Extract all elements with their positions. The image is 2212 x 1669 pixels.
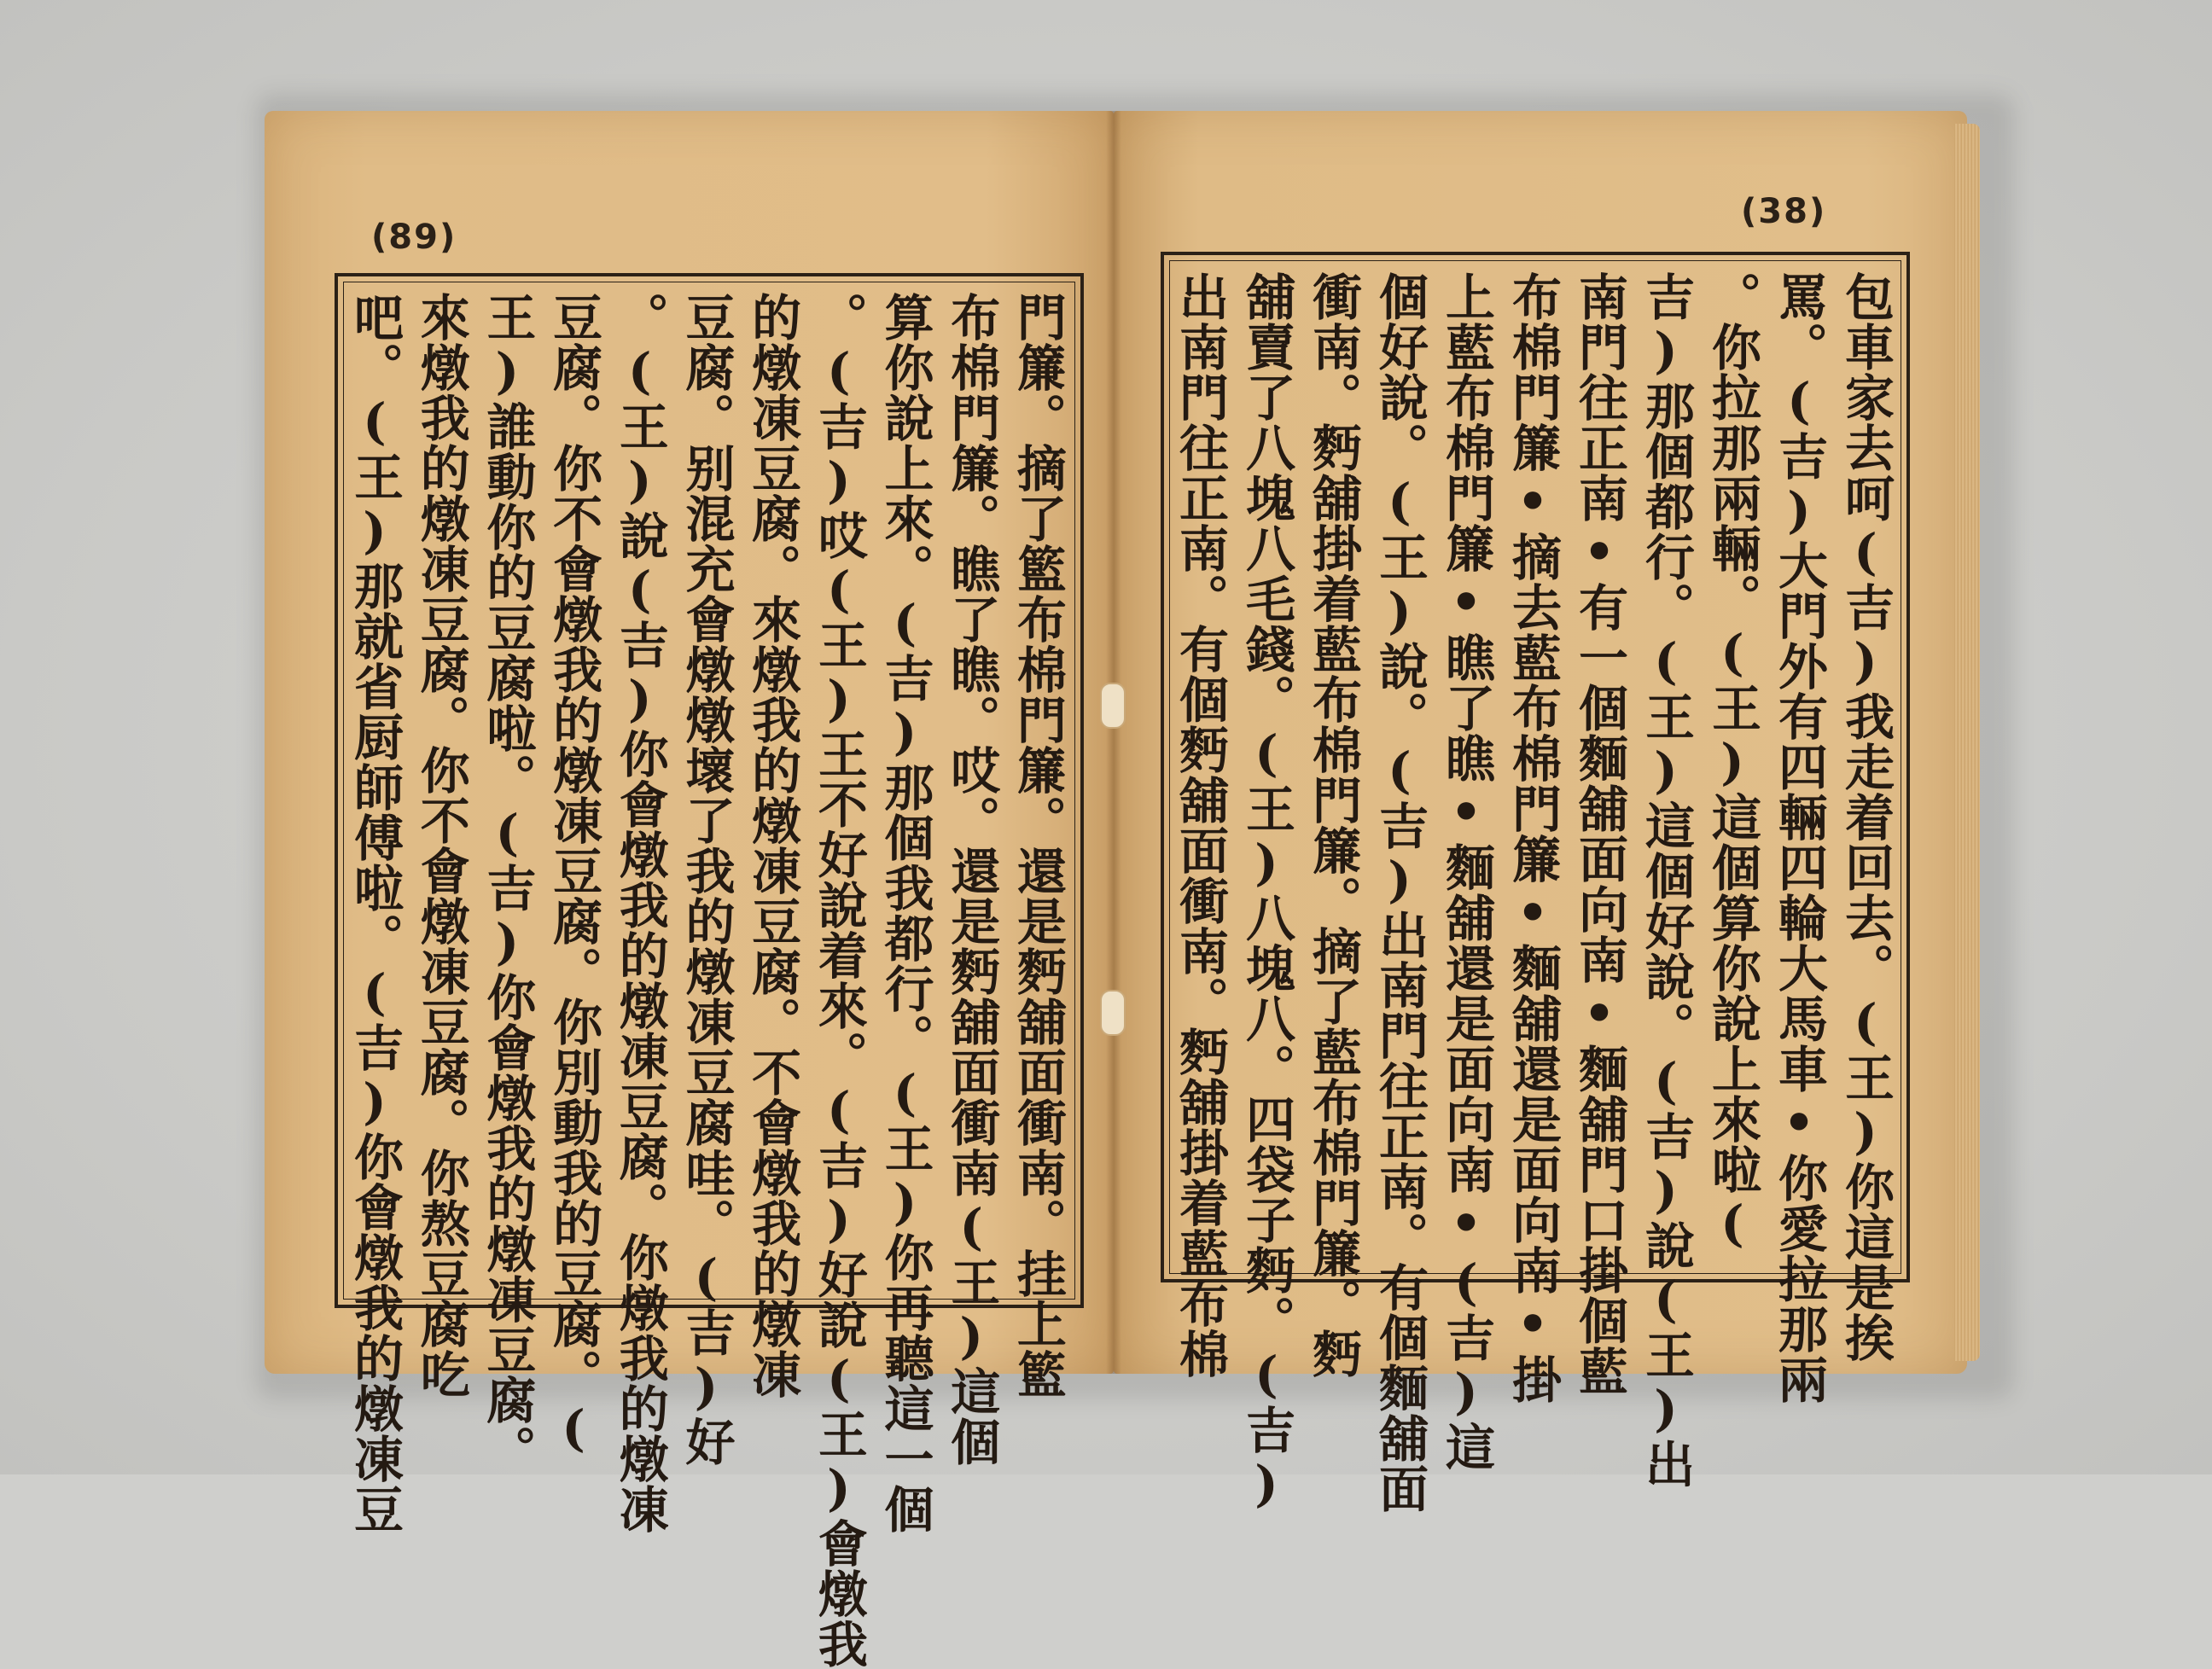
text-column: 門簾。摘了籃布棉門簾。還是麪舖面衝南。挂上籃 [1008, 292, 1067, 1399]
binding-stitch-upper [1100, 683, 1126, 729]
text-column: 。(王)說(吉)你會燉我的燉凍豆腐。你燉我的燉凍 [610, 292, 669, 1534]
text-column: 王)誰動你的豆腐啦。(吉)你會燉我的燉凍豆腐。 [478, 292, 537, 1475]
text-column: 來燉我的燉凍豆腐。你不會燉凍豆腐。你熬豆腐吃 [411, 292, 470, 1399]
text-column: 上藍布棉門簾•瞧了瞧•麵舖還是面向南•(吉)這 [1437, 271, 1495, 1472]
text-column: 。(吉)哎(王)王不好說着來。(吉)好說(王)會燉我 [809, 292, 868, 1669]
binding-stitch-lower [1100, 990, 1126, 1036]
left-page-number: (89) [371, 218, 457, 257]
text-column: 豆腐。别混充會燉燉壞了我的燉凍豆腐哇。(吉)好 [677, 292, 736, 1467]
right-text-columns [1171, 271, 1895, 1514]
text-column: 。你拉那兩輛。(王)這個算你說上來啦( [1703, 271, 1761, 1253]
page-edges [1954, 124, 1980, 1361]
text-column: 布棉門簾。瞧了瞧。哎。還是麪舖面衝南(王)這個 [942, 292, 1001, 1467]
text-column: 出南門往正南。有個麪舖面衝南。麪舖掛着藍布棉 [1171, 271, 1229, 1379]
text-column: 吉)那個都行。(王)這個好說。(吉)說(王)出 [1637, 271, 1695, 1489]
book-gutter [1106, 111, 1121, 1374]
text-column: 罵。(吉)大門外有四輛四輪大馬車•你愛拉那兩 [1770, 271, 1828, 1404]
text-column: 個好說。(王)說。(吉)出南門往正南。有個麵舖面 [1371, 271, 1429, 1514]
text-column: 南門往正南•有一個麵舖面向南•麵舖門口掛個藍 [1570, 271, 1628, 1396]
text-column: 舖賣了八塊八毛錢。(王)八塊八。四袋子麪。(吉) [1237, 271, 1295, 1514]
text-column: 豆腐。你不會燉我的燉凍豆腐。你別動我的豆腐。( [544, 292, 603, 1458]
text-column: 布棉門簾•摘去藍布棉門簾•麵舖還是面向南•掛 [1504, 271, 1562, 1404]
right-page [1114, 111, 1967, 1514]
left-text-columns [346, 292, 1067, 1669]
text-column: 算你說上來。(吉)那個我都行。(王)你再聽這一個 [876, 292, 934, 1534]
text-column: 衝南。麪舖掛着藍布棉門簾。摘了藍布棉門簾。麪 [1304, 271, 1362, 1379]
text-column: 的燉凍豆腐。來燉我的燉凍豆腐。不會燉我的燉凍 [743, 292, 802, 1399]
text-column: 包車家去呵(吉)我走着回去。(王)你這是挨 [1837, 271, 1895, 1363]
text-column: 吧。(王)那就省厨師傅啦。(吉)你會燉我的燉凍豆 [346, 292, 404, 1534]
right-page-number: (38) [1741, 192, 1827, 231]
left-page [265, 111, 1114, 1669]
